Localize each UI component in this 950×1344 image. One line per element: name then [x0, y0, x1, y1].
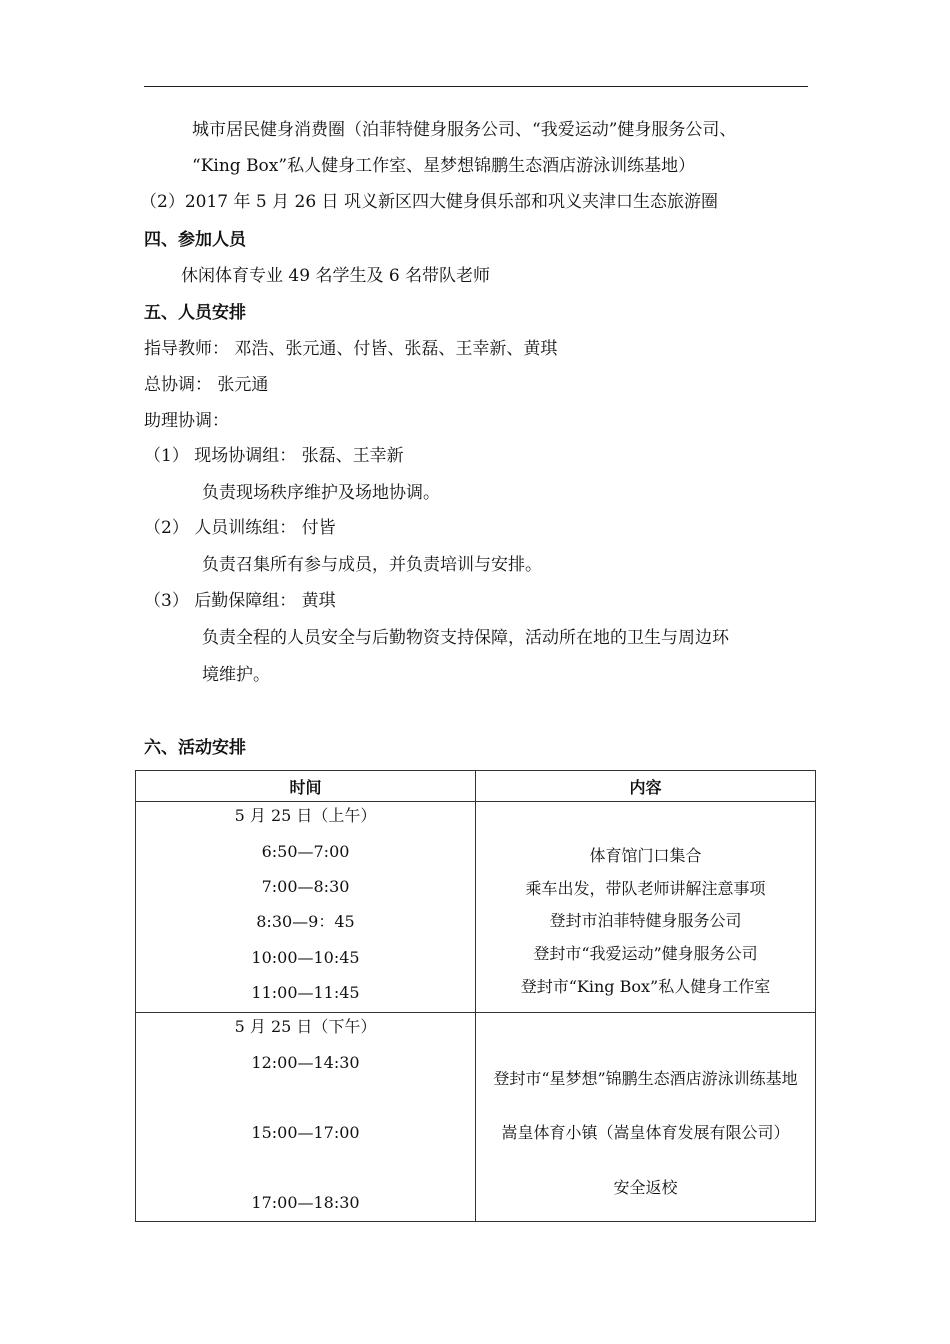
am-time-1: 6:50—7:00: [261, 842, 350, 861]
pm-item-3: 安全返校: [613, 1178, 678, 1197]
header-time: 时间: [136, 771, 476, 802]
participants-text: 休闲体育专业 49 名学生及 6 名带队老师: [181, 266, 491, 286]
pm-item-1: 登封市“星梦想”锦鹏生态酒店游泳训练基地: [493, 1069, 798, 1088]
schedule-table: [135, 770, 816, 1222]
group-1-duty: 负责现场秩序维护及场地协调。: [202, 483, 440, 503]
venue-line-3: （2）2017 年 5 月 26 日 巩义新区四大健身俱乐部和巩义夹津口生态旅游圈: [140, 192, 718, 212]
am-date: 5 月 25 日（上午）: [234, 806, 377, 825]
am-item-5: 登封市“King Box”私人健身工作室: [520, 977, 771, 996]
am-time-2: 7:00—8:30: [261, 877, 350, 896]
table-row: [136, 802, 816, 1013]
pm-time-cell: [136, 1013, 476, 1222]
assistant-coordinator-label: 助理协调：: [144, 411, 229, 431]
pm-content-cell: [476, 1013, 816, 1222]
am-time-4: 10:00—10:45: [251, 948, 360, 967]
table-row: [136, 1013, 816, 1222]
am-content-cell: [476, 802, 816, 1013]
table-header-row: [136, 771, 816, 802]
am-item-4: 登封市“我爱运动”健身服务公司: [533, 944, 758, 963]
am-item-3: 登封市泊菲特健身服务公司: [549, 911, 742, 930]
pm-time-1: 12:00—14:30: [251, 1053, 360, 1072]
group-3-duty-1: 负责全程的人员安全与后勤物资支持保障，活动所在地的卫生与周边环: [202, 628, 729, 648]
venue-line-1: 城市居民健身消费圈（泊菲特健身服务公司、“我爱运动”健身服务公司、: [192, 120, 737, 140]
am-item-2: 乘车出发，带队老师讲解注意事项: [525, 879, 766, 898]
header-rule: [144, 86, 808, 87]
coordinator-line: 总协调： 张元通: [144, 375, 269, 395]
section-heading-schedule: 六、活动安排: [144, 738, 246, 758]
group-3-line: （3） 后勤保障组： 黄琪: [144, 591, 336, 611]
am-time-cell: [136, 802, 476, 1013]
section-heading-staff: 五、人员安排: [144, 303, 246, 323]
group-2-duty: 负责召集所有参与成员，并负责培训与安排。: [202, 555, 542, 575]
am-time-5: 11:00—11:45: [251, 983, 360, 1002]
group-1-line: （1） 现场协调组： 张磊、王幸新: [144, 446, 404, 466]
header-content: 内容: [476, 771, 816, 802]
pm-time-2: 15:00—17:00: [251, 1123, 360, 1142]
section-heading-participants: 四、参加人员: [144, 230, 246, 250]
am-time-3: 8:30—9：45: [256, 912, 355, 931]
instructors-line: 指导教师： 邓浩、张元通、付皆、张磊、王幸新、黄琪: [144, 339, 558, 359]
pm-item-2: 嵩皇体育小镇（嵩皇体育发展有限公司）: [501, 1123, 790, 1142]
pm-date: 5 月 25 日（下午）: [234, 1017, 377, 1036]
pm-time-3: 17:00—18:30: [251, 1193, 360, 1212]
venue-line-2: “King Box”私人健身工作室、星梦想锦鹏生态酒店游泳训练基地）: [192, 156, 696, 176]
am-item-1: 体育馆门口集合: [589, 846, 702, 865]
group-3-duty-2: 境维护。: [202, 665, 270, 685]
group-2-line: （2） 人员训练组： 付皆: [144, 518, 336, 538]
